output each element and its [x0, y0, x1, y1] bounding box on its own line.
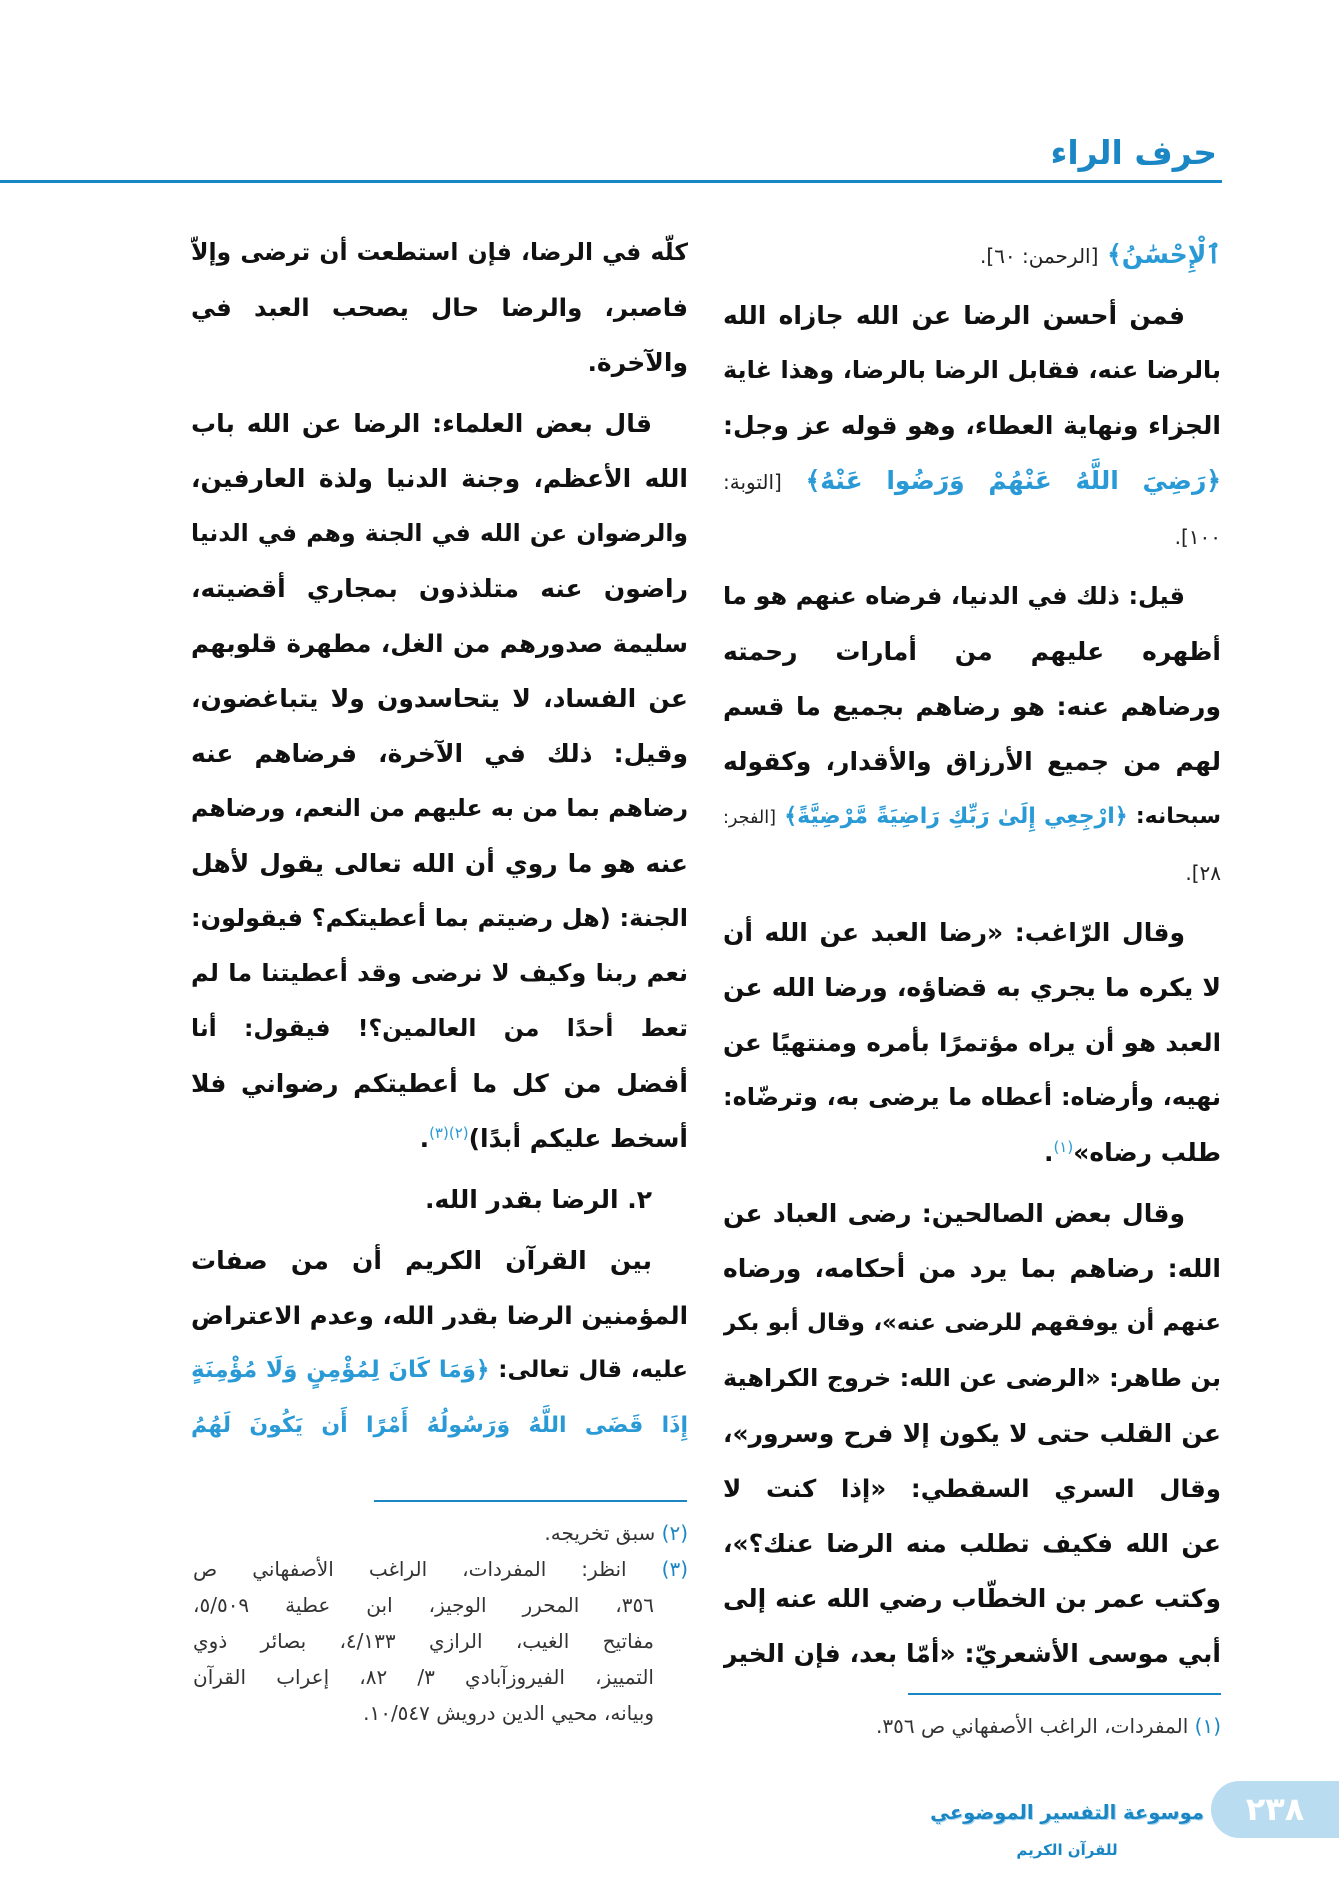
footnote — [723, 1708, 1221, 1744]
text-line: قال بعض العلماء: الرضا عن الله باب — [191, 409, 652, 438]
encyclopedia-logo — [930, 1788, 1204, 1868]
line-text: طلب رضاه» — [1073, 1138, 1221, 1167]
text-line: راضون عنه متلذذون بمجاري أقضيته، — [191, 574, 688, 603]
page-number: ٢٣٨ — [1211, 1781, 1339, 1838]
text-line: عن القلب حتى لا يكون إلا فرح وسرور»، — [723, 1419, 1221, 1448]
text-line: أفضل من كل ما أعطيتكم رضواني فلا — [191, 1069, 688, 1098]
chapter-title: حرف الراء — [1050, 133, 1217, 172]
quran-verse: ﴿رَضِيَ اللَّهُ عَنْهُمْ وَرَضُوا عَنْهُ﴾ — [805, 466, 1221, 495]
footnote-continuation: مفاتيح الغيب، الرازي ٤/١٣٣، بصائر ذوي — [193, 1629, 654, 1653]
text-line: بن طاهر: «الرضى عن الله: خروج الكراهية — [723, 1364, 1221, 1392]
footnote-number: (١) — [1194, 1714, 1221, 1738]
footnote-text: سبق تخريجه. — [544, 1521, 656, 1545]
line-text: عليه، قال تعالى: — [498, 1357, 688, 1383]
line-text: سبحانه: — [1135, 804, 1221, 829]
left-column — [191, 225, 688, 1453]
verse-citation: [التوبة: — [723, 470, 782, 494]
footnote-ref: (٢)(٣) — [429, 1124, 469, 1142]
footnote-number: (٢) — [661, 1521, 688, 1545]
text-line: كلّه في الرضا، فإن استطعت أن ترضى وإلاّ — [191, 238, 688, 266]
line-text: . — [1043, 1138, 1054, 1167]
quran-verse: ﴿وَمَا كَانَ لِمُؤْمِنٍ وَلَا مُؤْمِنَةٍ — [191, 1357, 490, 1383]
verse-citation: [الرحمن: ٦٠]. — [980, 244, 1099, 268]
quran-verse: ٱلْإِحْسَٰنُ﴾ — [1107, 240, 1221, 269]
footnote — [193, 1515, 688, 1551]
text-line: وقال الرّاغب: «رضا العبد عن الله أن — [723, 918, 1185, 947]
text-line: وكتب عمر بن الخطّاب رضي الله عنه إلى — [723, 1584, 1221, 1613]
text-line: العبد هو أن يراه مؤتمرًا بأمره ومنتهيًا عن — [723, 1028, 1221, 1057]
footnote — [193, 1551, 688, 1587]
text-line: قيل: ذلك في الدنيا، فرضاه عنهم هو ما — [723, 582, 1185, 610]
text-line — [191, 1398, 688, 1453]
text-line: أظهره عليهم من أمارات رحمته — [723, 637, 1221, 666]
verse-citation — [723, 844, 1221, 899]
footnote-separator — [374, 1500, 687, 1502]
text-line: وقال بعض الصالحين: رضى العباد عن — [723, 1199, 1185, 1228]
text-line — [191, 1343, 688, 1398]
text-line: نهيه، وأرضاه: أعطاه ما يرضى به، وترضّاه: — [723, 1083, 1221, 1111]
text-line — [723, 789, 1221, 844]
section-heading: ٢. الرضا بقدر الله. — [425, 1185, 652, 1214]
right-column — [723, 227, 1221, 1681]
text-line: الله الأعظم، وجنة الدنيا ولذة العارفين، — [191, 464, 688, 493]
text-line — [723, 227, 1221, 282]
text-line: والرضوان عن الله في الجنة وهم في الدنيا — [191, 519, 688, 547]
footnote-text: المفردات، الراغب الأصفهاني ص ٣٥٦. — [876, 1714, 1189, 1738]
text-line: الله: رضاهم بما يرد من أحكامه، ورضاه — [723, 1254, 1221, 1283]
text-line: بالرضا عنه، فقابل الرضا بالرضا، وهذا غاية — [723, 356, 1221, 384]
text-line: وقيل: ذلك في الآخرة، فرضاهم عنه — [191, 739, 688, 768]
text-line: وقال السري السقطي: «إذا كنت لا — [723, 1474, 1221, 1503]
text-line: عنه هو ما روي أن الله تعالى يقول لأهل — [191, 849, 688, 878]
text-line: رضاهم بما من به عليهم من النعم، ورضاهم — [191, 794, 688, 822]
text-line: فاصبر، والرضا حال يصحب العبد في — [191, 293, 688, 322]
text-line: ورضاهم عنه: هو رضاهم بجميع ما قسم — [723, 692, 1221, 721]
text-line: بين القرآن الكريم أن من صفات — [191, 1246, 652, 1275]
quran-verse: إِذَا قَضَى اللَّهُ وَرَسُولُهُ أَمْرًا أَن يَكُونَ لَهُمُ — [191, 1413, 688, 1438]
footnote-continuation: وبيانه، محيي الدين درويش ١٠/٥٤٧. — [363, 1701, 654, 1725]
text-line: تعط أحدًا من العالمين؟! فيقول: أنا — [191, 1014, 688, 1042]
text-line: عن الله فكيف تطلب منه الرضا عنك؟»، — [723, 1529, 1221, 1558]
text-line: عنهم أن يوفقهم للرضى عنه»، وقال أبو بكر — [723, 1310, 1221, 1336]
text-line: فمن أحسن الرضا عن الله جازاه الله — [723, 301, 1185, 330]
verse-citation-end: ١٠٠]. — [1174, 525, 1221, 549]
verse-citation-end: ٢٨]. — [1185, 861, 1221, 885]
quran-verse: ﴿ارْجِعِي إِلَىٰ رَبِّكِ رَاضِيَةً مَّرْضِيَّةً﴾ — [784, 804, 1128, 829]
footnote-number: (٣) — [661, 1557, 688, 1581]
header-rule — [0, 180, 1222, 183]
text-line: الجزاء ونهاية العطاء، وهو قوله عز وجل: — [723, 411, 1221, 440]
verse-citation: [الفجر: — [723, 808, 777, 828]
footnote-ref: (١) — [1053, 1138, 1074, 1156]
text-line: أبي موسى الأشعريّ: «أمّا بعد، فإن الخير — [723, 1639, 1221, 1668]
text-line — [723, 1125, 1221, 1180]
text-line: نعم ربنا وكيف لا نرضى وقد أعطيتنا ما لم — [191, 959, 688, 987]
text-line: والآخرة. — [587, 348, 688, 377]
text-line: سليمة صدورهم من الغل، مطهرة قلوبهم — [191, 629, 688, 658]
line-text: أسخط عليكم أبدًا) — [468, 1124, 688, 1153]
logo-title: موسوعة التفسير الموضوعي — [930, 1801, 1204, 1824]
verse-citation — [723, 508, 1221, 563]
left-footnotes — [193, 1515, 688, 1731]
text-line: لهم من جميع الأرزاق والأقدار، وكقوله — [723, 747, 1221, 776]
text-line — [191, 1111, 688, 1166]
text-line: عن الفساد، لا يتحاسدون ولا يتباغضون، — [191, 684, 688, 713]
footnote-continuation: ٣٥٦، المحرر الوجيز، ابن عطية ٥/٥٠٩، — [193, 1593, 654, 1617]
text-line: المؤمنين الرضا بقدر الله، وعدم الاعتراض — [191, 1301, 688, 1330]
line-text: . — [419, 1124, 430, 1153]
text-line — [723, 453, 1221, 508]
right-footnotes — [723, 1708, 1221, 1744]
footnote-text: انظر: المفردات، الراغب الأصفهاني ص — [193, 1557, 627, 1581]
footnote-separator — [908, 1693, 1221, 1695]
logo-subtitle: للقرآن الكريم — [1016, 1841, 1118, 1859]
text-line: لا يكره ما يجري به قضاؤه، ورضا الله عن — [723, 973, 1221, 1002]
text-line: الجنة: (هل رضيتم بما أعطيتكم؟ فيقولون: — [191, 904, 688, 932]
footnote-continuation: التمييز، الفيروزآبادي ٣/ ٨٢، إعراب القرآن — [193, 1665, 654, 1689]
